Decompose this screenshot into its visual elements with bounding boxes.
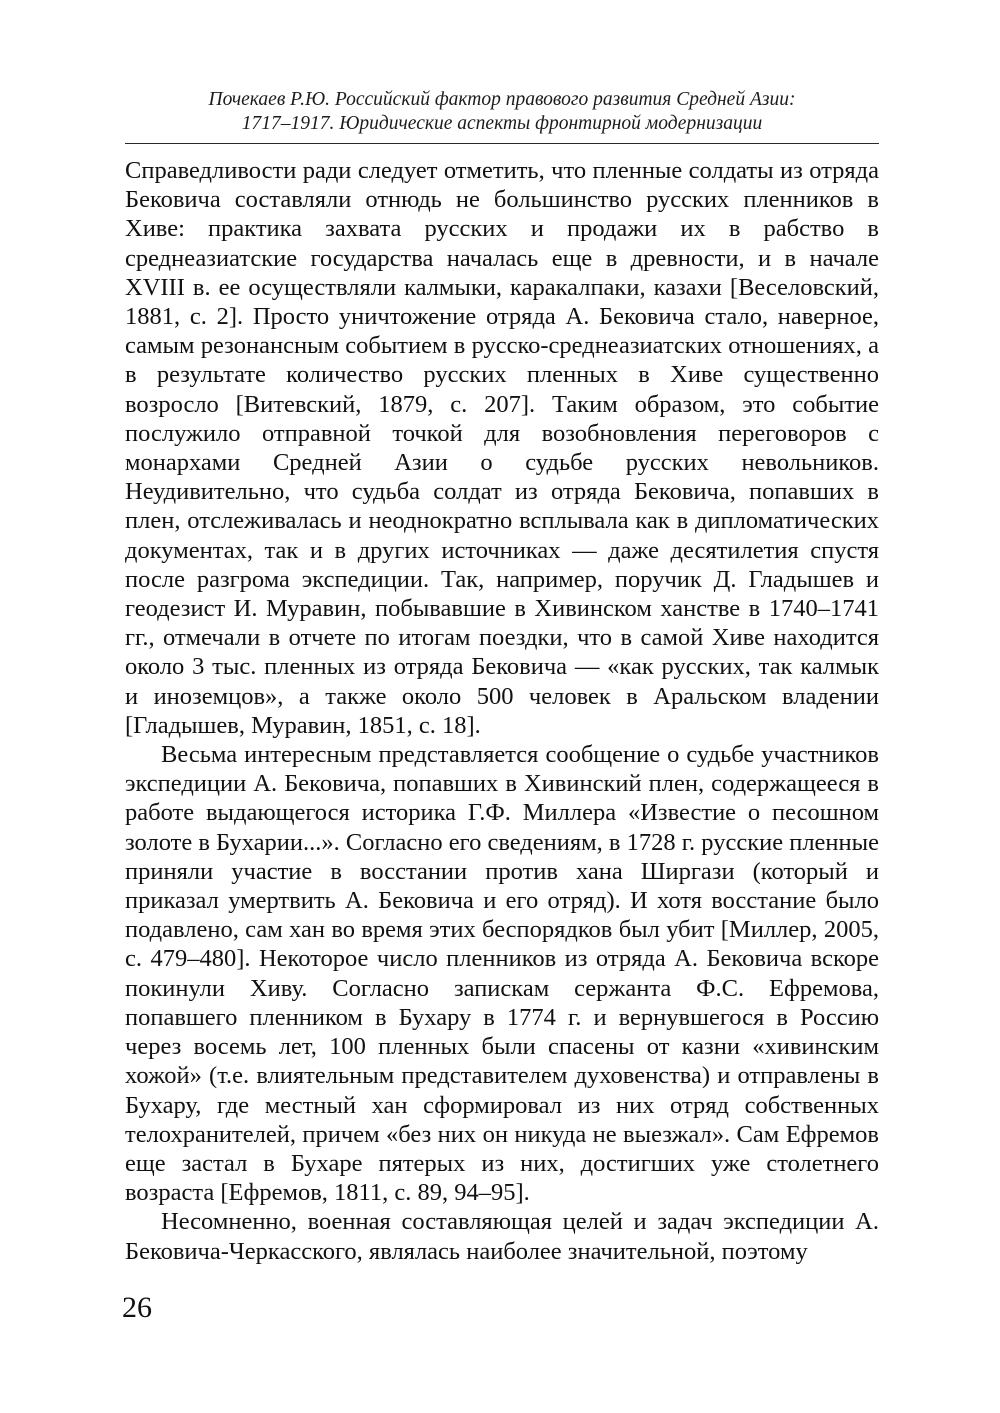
paragraph-1: Справедливости ради следует отметить, что пленные солдаты из отряда Бековича составляли отнюдь не большинство русских пленников в Хиве: практика захвата русских и продажи их в рабство в среднеазиатские государства началась еще в древности, и в начале XVIII в. ее осуществляли калмыки, каракалпаки, казахи [Веселовский, 1881, с. 2]. Просто уничтожение отряда А. Бековича стало, наверное, самым резонансным событием в русско-среднеазиатских отношениях, а в результате количество русских пленных в Хиве существенно возросло [Витевский, 1879, с. 207]. Таким образом, это событие послужило отправной точкой для возобновления переговоров с монархами Средней Азии о судьбе русских невольников. Неудивительно, что судьба солдат из отряда Бековича, попавших в плен, отслеживалась и неоднократно всплывала как в дипломатических документах, так и в других источниках — даже десятилетия спустя после разгрома экспедиции. Так, например, поручик Д. Гладышев и геодезист И. Муравин, побывавшие в Хивинском ханстве в 1740–1741 гг., отмечали в отчете по итогам поездки, что в самой Хиве находится около 3 тыс. пленных из отряда Бековича — «как русских, так калмык и иноземцов», а также около 500 человек в Аральском владении [Гладышев, Муравин, 1851, с. 18]. <box>125 157 879 739</box>
paragraph-2: Весьма интересным представляется сообщение о судьбе участников экспедиции А. Бековича, попавших в Хивинский плен, содержащееся в работе выдающегося историка Г.Ф. Миллера «Известие о песошном золоте в Бухарии...». Согласно его сведениям, в 1728 г. русские пленные приняли участие в восстании против хана Ширгази (который и приказал умертвить А. Бековича и его отряд). И хотя восстание было подавлено, сам хан во время этих беспорядков был убит [Миллер, 2005, с. 479–480]. Некоторое число пленников из отряда А. Бековича вскоре покинули Хиву. Согласно запискам сержанта Ф.С. Ефремова, попавшего пленником в Бухару в 1774 г. и вернувшегося в Россию через восемь лет, 100 пленных были спасены от казни «хивинским хожой» (т.е. влиятельным представителем духовенства) и отправлены в Бухару, где местный хан сформировал из них отряд собственных телохранителей, причем «без них он никуда не выезжал». Сам Ефремов еще застал в Бухаре пятерых из них, достигших уже столетнего возраста [Ефремов, 1811, с. 89, 94–95]. <box>125 741 879 1207</box>
page-number: 26 <box>122 1291 152 1324</box>
paragraph-3: Несомненно, военная составляющая целей и задач экспедиции А. Бековича-Черкасского, являлась наиболее значительной, поэтому <box>125 1208 879 1265</box>
running-header <box>125 88 879 136</box>
running-header-line-1: Почекаев Р.Ю. Российский фактор правового развития Средней Азии: <box>208 89 796 110</box>
header-rule <box>125 143 879 144</box>
body-text <box>125 156 879 1266</box>
running-header-line-2: 1717–1917. Юридические аспекты фронтирной модернизации <box>241 113 763 134</box>
